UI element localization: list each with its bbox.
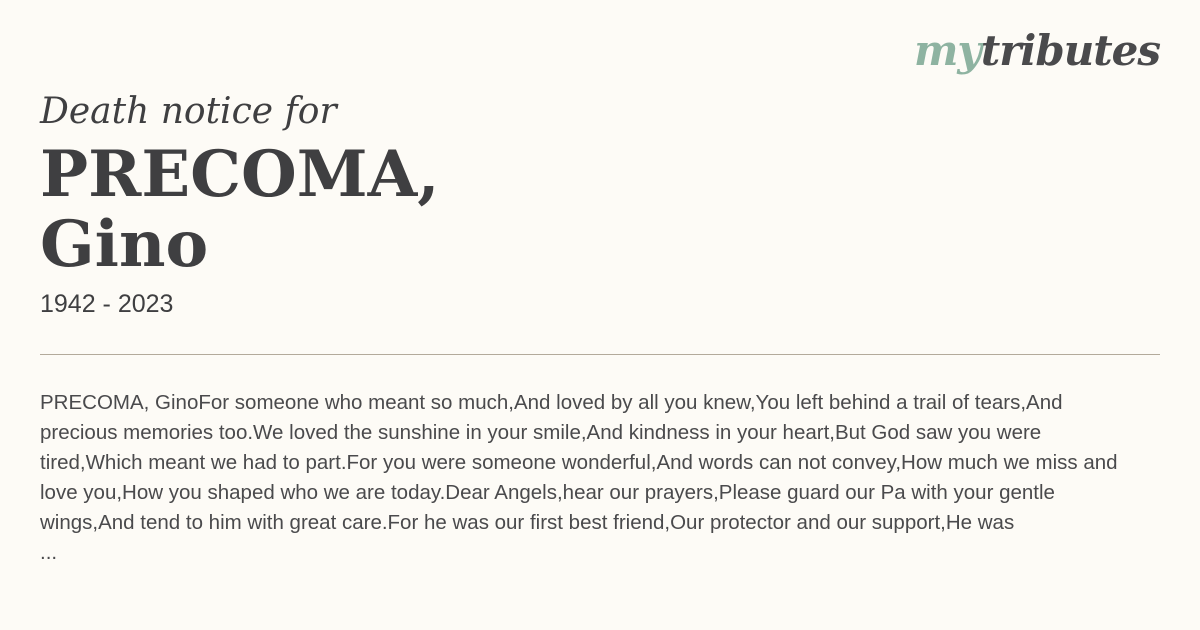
body-line: precious memories too.We loved the sunshine in your smile,And kindness in your heart,But God saw you were	[40, 421, 1042, 444]
body-line: wings,And tend to him with great care.For he was our first best friend,Our protector and our support,He was	[40, 511, 1015, 534]
logo-prefix: my	[913, 26, 981, 75]
logo-suffix: tributes	[980, 26, 1160, 75]
notice-label: Death notice for	[40, 91, 337, 132]
deceased-name	[40, 137, 440, 282]
body-line: love you,How you shaped who we are today.Dear Angels,hear our prayers,Please guard our Pa with your gentle	[40, 481, 1055, 504]
deceased-surname: PRECOMA,	[40, 137, 440, 212]
body-ellipsis: ...	[40, 541, 58, 564]
notice-body-text	[40, 388, 1200, 568]
life-years: 1942 - 2023	[40, 290, 174, 318]
body-line: PRECOMA, GinoFor someone who meant so much,And loved by all you knew,You left behind a trail of tears,And	[40, 391, 1063, 414]
section-divider	[40, 354, 1160, 355]
body-line: tired,Which meant we had to part.For you were someone wonderful,And words can not convey,How much we miss and	[40, 451, 1118, 474]
mytributes-logo[interactable]	[913, 26, 1160, 75]
deceased-given-name: Gino	[40, 207, 209, 282]
